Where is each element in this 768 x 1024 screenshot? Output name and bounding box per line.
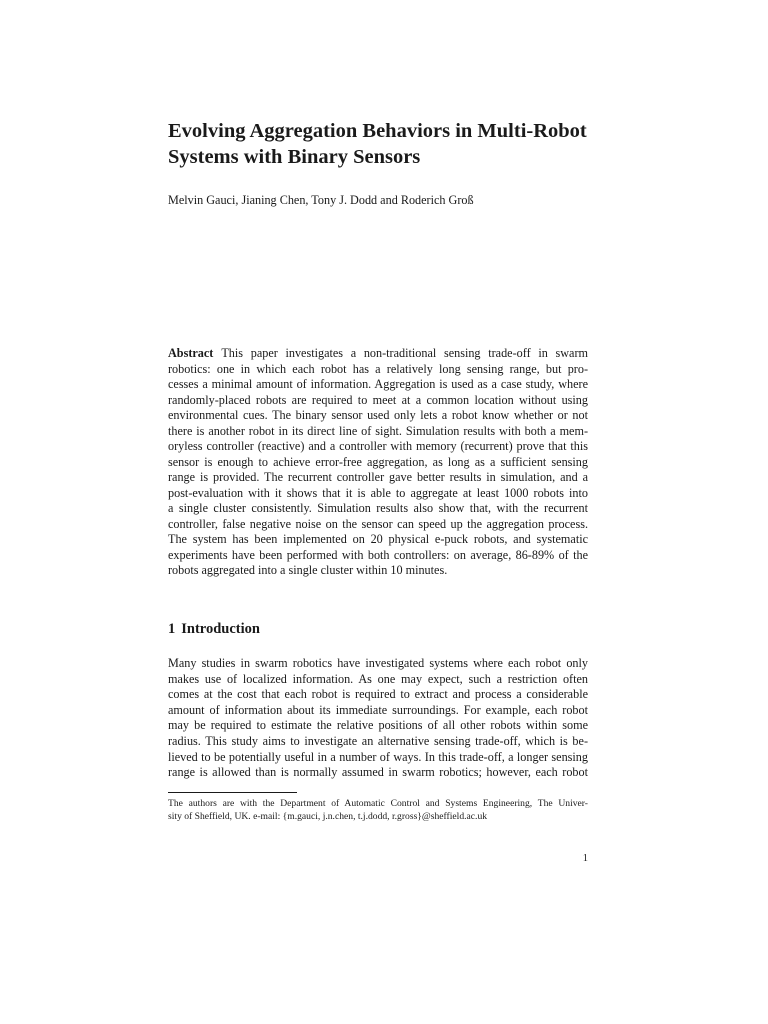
- abstract-line: The system has been implemented on 20 physical e-puck robots, and systematic: [168, 532, 588, 546]
- abstract-line: a single cluster consistently. Simulation results also show that, with the recurrent: [168, 501, 588, 515]
- body-line: makes use of localized information. As one may expect, such a restriction often: [168, 671, 588, 686]
- footnote-line: The authors are with the Department of Automatic Control and Systems Engineering, The Univer-: [168, 798, 588, 809]
- abstract-line: sensor is enough to achieve error-free aggregation, as long as a sufficient sensing: [168, 454, 588, 469]
- paper-title-line: Evolving Aggregation Behaviors in Multi-Robot: [168, 120, 587, 142]
- page-number: 1: [582, 853, 588, 864]
- abstract-line: randomly-placed robots are required to meet at a common location without using: [168, 392, 588, 407]
- body-line: Many studies in swarm robotics have investigated systems where each robot only: [168, 656, 588, 670]
- abstract-line: there is another robot in its direct line of sight. Simulation results with both a mem-: [168, 423, 588, 438]
- body-line: radius. This study aims to investigate an alternative sensing trade-off, which is be-: [168, 733, 588, 748]
- abstract-line: robots aggregated into a single cluster within 10 minutes.: [168, 563, 448, 577]
- body-line: may be required to estimate the relative positions of all other robots within some: [168, 718, 588, 733]
- abstract-line: environmental cues. The binary sensor used only lets a robot know whether or not: [168, 408, 588, 422]
- footnote: [168, 797, 588, 823]
- body-line: comes at the cost that each robot is required to extract and process a considerable: [168, 687, 588, 702]
- body-line: lieved to be potentially useful in a number of ways. In this trade-off, a longer sensing: [168, 749, 588, 764]
- section-heading: [168, 620, 260, 638]
- abstract: [168, 346, 588, 579]
- abstract-line: oryless controller (reactive) and a controller with memory (recurrent) prove that this: [168, 439, 588, 453]
- abstract-line: [168, 346, 588, 362]
- footnote-rule: [168, 792, 297, 793]
- abstract-line: cesses a minimal amount of information. Aggregation is used as a case study, where: [168, 377, 588, 391]
- introduction-paragraph: [168, 656, 588, 781]
- body-line: amount of information about its immediate surroundings. For example, each robot: [168, 702, 588, 717]
- paper-title-line: Systems with Binary Sensors: [168, 146, 421, 168]
- abstract-line: experiments have been performed with both controllers: on average, 86-89% of the: [168, 547, 588, 562]
- abstract-line: post-evaluation with it shows that it is able to aggregate at least 1000 robots into: [168, 485, 588, 500]
- abstract-line: robotics: one in which each robot has a relatively long sensing range, but pro-: [168, 361, 588, 376]
- section-number: 1: [168, 621, 176, 637]
- section-title: Introduction: [181, 621, 260, 637]
- author-list: Melvin Gauci, Jianing Chen, Tony J. Dodd and Roderich Groß: [168, 193, 474, 207]
- footnote-line: sity of Sheffield, UK. e-mail: {m.gauci, j.n.chen, t.j.dodd, r.gross}@sheffield.ac.uk: [168, 811, 488, 822]
- body-line: range is allowed than is normally assumed in swarm robotics; however, each robot: [168, 765, 588, 780]
- abstract-line: controller, false negative noise on the sensor can speed up the aggregation process.: [168, 516, 588, 531]
- paper-title: [168, 118, 608, 170]
- abstract-label: Abstract: [168, 346, 214, 360]
- abstract-line-text: This paper investigates a non-traditional sensing trade-off in swarm: [221, 346, 588, 360]
- abstract-line: range is provided. The recurrent controller gave better results in simulation, and a: [168, 470, 588, 484]
